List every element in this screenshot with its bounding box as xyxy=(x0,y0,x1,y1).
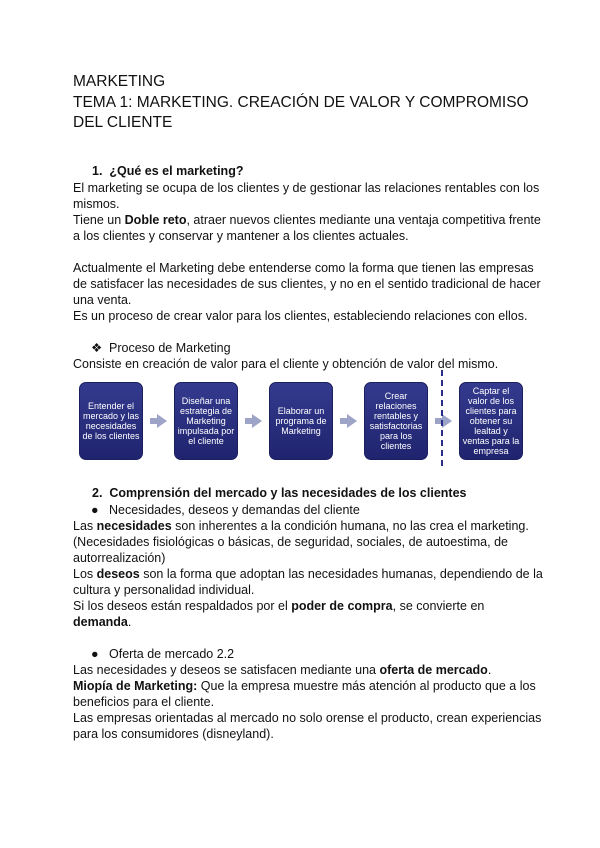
deseos-post: son la forma que adoptan las necesidades humanas, dependiendo de la xyxy=(139,567,543,581)
necesidades-bullet xyxy=(91,502,360,518)
section-1-heading xyxy=(92,164,243,178)
dot-bullet-icon: ● xyxy=(91,647,99,661)
oferta-term: oferta de mercado xyxy=(379,663,488,677)
s1-paragraph-4-line-1: Es un proceso de crear valor para los clientes, estableciendo relaciones con ellos. xyxy=(73,309,528,323)
demanda-line-2 xyxy=(73,614,131,630)
section-2-title: Comprensión del mercado y las necesidades de los clientes xyxy=(109,486,467,500)
process-divider xyxy=(441,370,443,466)
proceso-label: Proceso de Marketing xyxy=(109,341,231,355)
deseos-line-2: cultura y personalidad individual. xyxy=(73,583,255,597)
s1-paragraph-3-line-1: Actualmente el Marketing debe entenderse como la forma que tienen las empresas xyxy=(73,261,534,275)
process-step-5: Captar el valor de los clientes para obtener su lealtad y ventas para la empresa xyxy=(459,382,523,460)
miopia-line-1 xyxy=(73,678,536,694)
deseos-line-1 xyxy=(73,566,543,582)
process-arrow-icon xyxy=(252,414,262,428)
process-step-3: Elaborar un programa de Marketing xyxy=(269,382,333,460)
s1-p2-text-post: , atraer nuevos clientes mediante una ventaja competitiva frente xyxy=(186,213,541,227)
miopia-post: Que la empresa muestre más atención al producto que a los xyxy=(197,679,536,693)
oferta-post: . xyxy=(487,663,492,677)
section-2-heading xyxy=(92,486,466,500)
demanda-post: , se convierte en xyxy=(392,599,485,613)
s1-paragraph-5-line-1: Consiste en creación de valor para el cliente y obtención de valor del mismo. xyxy=(73,357,499,371)
poder-compra-term: poder de compra xyxy=(291,599,393,613)
process-step-4: Crear relaciones rentables y satisfactorias para los clientes xyxy=(364,382,428,460)
process-step-1: Entender el mercado y las necesidades de los clientes xyxy=(79,382,143,460)
doble-reto-term: Doble reto xyxy=(124,213,187,227)
demanda-period: . xyxy=(127,615,132,629)
proceso-bullet xyxy=(91,340,231,356)
demanda-line-1 xyxy=(73,598,484,614)
necesidades-line-2: (Necesidades fisiológicas o básicas, de seguridad, sociales, de autoestima, de xyxy=(73,535,508,549)
miopia-line-2: beneficios para el cliente. xyxy=(73,695,215,709)
oferta-bullet-label: Oferta de mercado 2.2 xyxy=(109,647,235,661)
doc-subtitle-line-1: TEMA 1: MARKETING. CREACIÓN DE VALOR Y COMPROMISO xyxy=(73,94,529,111)
necesidades-line-1 xyxy=(73,518,529,534)
necesidades-term: necesidades xyxy=(96,519,172,533)
miopia-term: Miopía de Marketing: xyxy=(73,679,198,693)
empresas-line-1: Las empresas orientadas al mercado no solo orense el producto, crean experiencias xyxy=(73,711,542,725)
s1-paragraph-3-line-3: una venta. xyxy=(73,293,132,307)
process-arrow-icon xyxy=(157,414,167,428)
oferta-pre: Las necesidades y deseos se satisfacen mediante una xyxy=(73,663,380,677)
demanda-term: demanda xyxy=(73,615,128,629)
oferta-bullet xyxy=(91,646,234,662)
s1-paragraph-1-line-1: El marketing se ocupa de los clientes y de gestionar las relaciones rentables con los xyxy=(73,181,540,195)
deseos-term: deseos xyxy=(96,567,140,581)
empresas-line-2: para los consumidores (disneyland). xyxy=(73,727,274,741)
section-1-number: 1. xyxy=(92,164,103,178)
oferta-line-1 xyxy=(73,662,491,678)
section-2-number: 2. xyxy=(92,486,103,500)
process-step-2: Diseñar una estrategia de Marketing impulsada por el cliente xyxy=(174,382,238,460)
s1-paragraph-1-line-2: mismos. xyxy=(73,197,120,211)
necesidades-line-3: autorrealización) xyxy=(73,551,166,565)
process-arrow-icon xyxy=(442,414,452,428)
diamond-bullet-icon: ❖ xyxy=(91,341,103,355)
necesidades-bullet-label: Necesidades, deseos y demandas del cliente xyxy=(109,503,360,517)
necesidades-pre: Las xyxy=(73,519,97,533)
doc-subtitle-line-2: DEL CLIENTE xyxy=(73,114,173,131)
marketing-process-diagram xyxy=(77,380,527,464)
demanda-pre: Si los deseos están respaldados por el xyxy=(73,599,292,613)
s1-paragraph-2-line-1 xyxy=(73,212,541,228)
s1-paragraph-2-line-2: a los clientes y conservar y mantener a los clientes actuales. xyxy=(73,229,409,243)
doc-title: MARKETING xyxy=(73,73,166,90)
s1-p2-text-pre: Tiene un xyxy=(73,213,125,227)
necesidades-post: son inherentes a la condición humana, no las crea el marketing. xyxy=(171,519,529,533)
section-1-title: ¿Qué es el marketing? xyxy=(109,164,244,178)
s1-paragraph-3-line-2: de satisfacer las necesidades de sus clientes, y no en el sentido tradicional de hacer xyxy=(73,277,541,291)
deseos-pre: Los xyxy=(73,567,97,581)
process-arrow-icon xyxy=(347,414,357,428)
dot-bullet-icon: ● xyxy=(91,503,99,517)
